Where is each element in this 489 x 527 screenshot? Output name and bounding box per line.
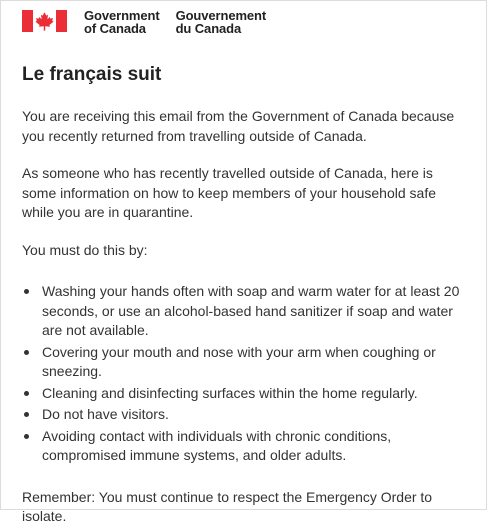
wordmark-english [84, 9, 160, 35]
list-item-text: Covering your mouth and nose with your arm when coughing or sneezing. [42, 343, 436, 379]
government-header [22, 10, 266, 35]
intro-paragraph: You are receiving this email from the Government of Canada because you recently returned from travelling outside of Canada. [22, 108, 455, 144]
list-item [42, 343, 462, 382]
list-item [42, 405, 462, 425]
list-item [42, 282, 462, 341]
canada-flag-icon [22, 10, 67, 32]
wordmark-french-line2: du Canada [175, 21, 242, 36]
email-title: Le français suit [22, 64, 162, 85]
instructions-lead: You must do this by: [22, 241, 148, 258]
reminder-paragraph: Remember: You must continue to respect the Emergency Order to isolate. [22, 488, 433, 524]
wordmark-english-line2: of Canada [84, 21, 146, 36]
instructions-list [22, 282, 462, 466]
email-content [22, 63, 462, 527]
list-item [42, 427, 462, 466]
list-item [42, 384, 462, 404]
bullet-icon [24, 434, 29, 439]
bullet-icon [24, 391, 29, 396]
wordmark-french-line1: Gouvernement [175, 8, 267, 23]
list-item-text: Do not have visitors. [42, 406, 169, 422]
list-item-text: Avoiding contact with individuals with chronic conditions, compromised immune systems, and older adults. [42, 427, 392, 463]
info-paragraph: As someone who has recently travelled outside of Canada, here is some information on how to keep members of your household safe while you are in quarantine. [22, 165, 437, 220]
wordmark-french [176, 9, 267, 35]
bullet-icon [24, 412, 29, 417]
wordmark-english-line1: Government [84, 8, 160, 23]
bullet-icon [24, 289, 29, 294]
list-item-text: Cleaning and disinfecting surfaces within the home regularly. [42, 384, 418, 401]
list-item-text: Washing your hands often with soap and warm water for at least 20 seconds, or use an alcohol-based hand sanitizer if soap and water are not available. [42, 283, 460, 338]
bullet-icon [24, 350, 29, 355]
